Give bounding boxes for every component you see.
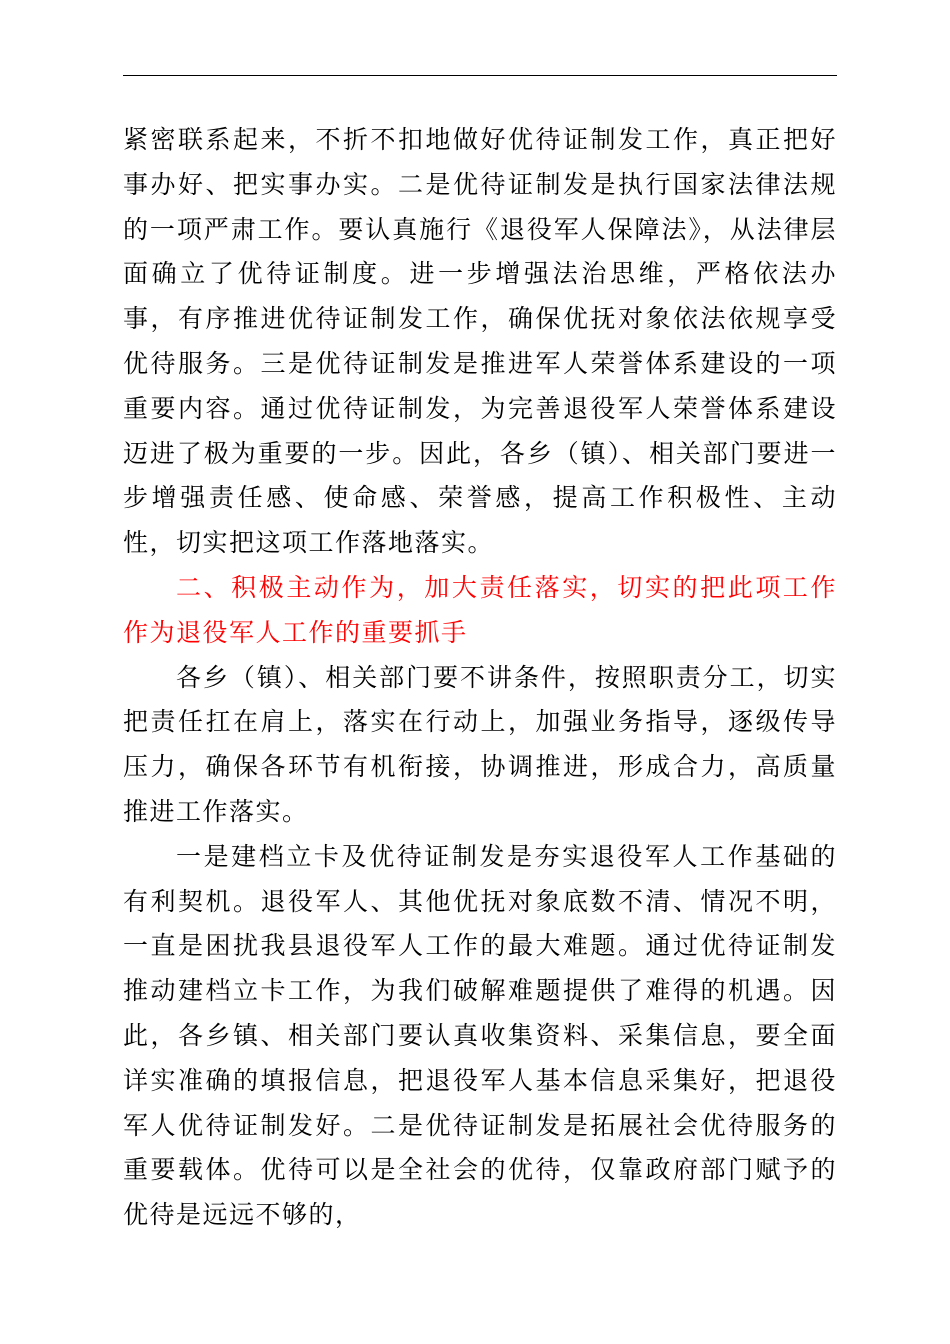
- body-paragraph: 各乡（镇）、相关部门要不讲条件，按照职责分工，切实把责任扛在肩上，落实在行动上，加强业务指导，逐级传导压力，确保各环节有机衔接，协调推进，形成合力，高质量推进工作落实。: [123, 662, 837, 826]
- body-paragraph-continued: 紧密联系起来，不折不扣地做好优待证制发工作，真正把好事办好、把实事办实。二是优待证制发是执行国家法律法规的一项严肃工作。要认真施行《退役军人保障法》，从法律层面确立了优待证制度。进一步增强法治思维，严格依法办事，有序推进优待证制发工作，确保优抚对象依法依规享受优待服务。三是优待证制发是推进军人荣誉体系建设的一项重要内容。通过优待证制发，为完善退役军人荣誉体系建设迈进了极为重要的一步。因此，各乡（镇）、相关部门要进一步增强责任感、使命感、荣誉感，提高工作积极性、主动性，切实把这项工作落地落实。: [123, 125, 837, 558]
- document-body: [123, 118, 837, 1238]
- header-rule: [123, 75, 837, 76]
- section-heading-2: 二、积极主动作为，加大责任落实，切实的把此项工作作为退役军人工作的重要抓手: [123, 572, 837, 647]
- body-paragraph: 一是建档立卡及优待证制发是夯实退役军人工作基础的有利契机。退役军人、其他优抚对象底数不清、情况不明，一直是困扰我县退役军人工作的最大难题。通过优待证制发推动建档立卡工作，为我们破解难题提供了难得的机遇。因此，各乡镇、相关部门要认真收集资料、采集信息，要全面详实准确的填报信息，把退役军人基本信息采集好，把退役军人优待证制发好。二是优待证制发是拓展社会优待服务的重要载体。优待可以是全社会的优待，仅靠政府部门赋予的优待是远远不够的，: [123, 841, 837, 1230]
